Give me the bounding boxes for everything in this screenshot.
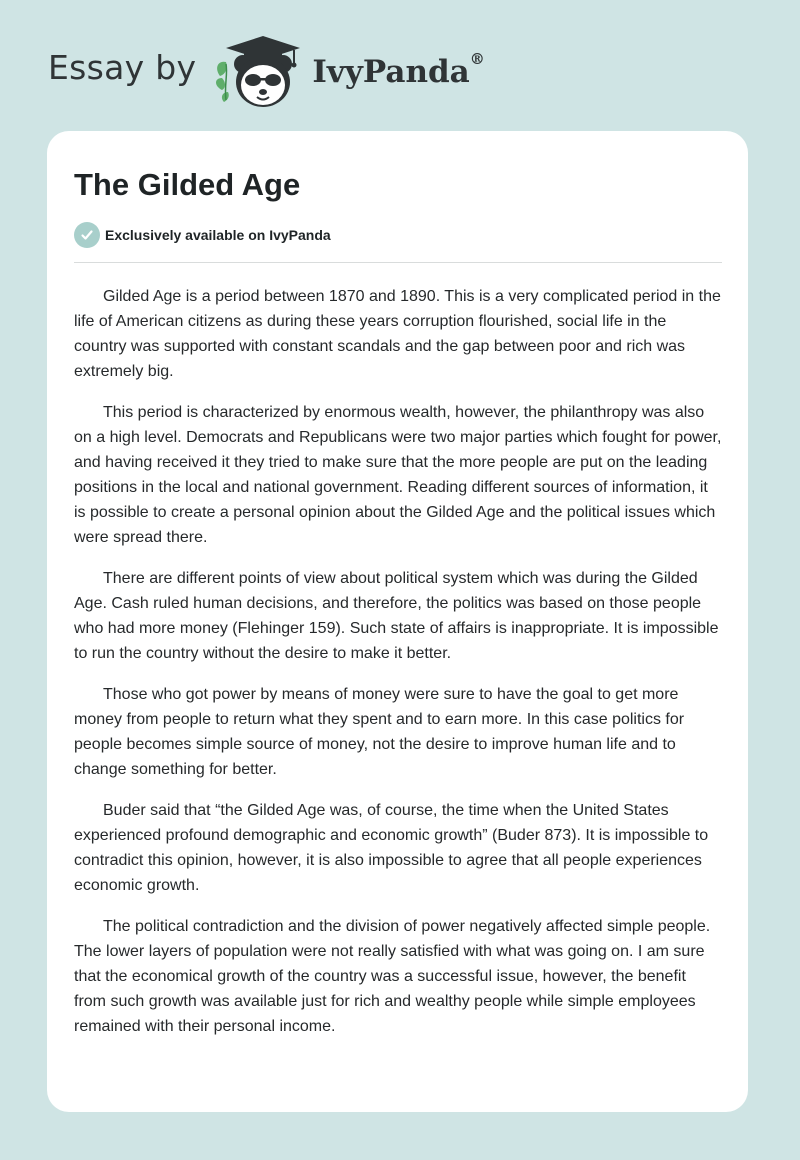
essay-body <box>74 284 722 1039</box>
essay-title: The Gilded Age <box>74 167 301 202</box>
divider <box>74 262 722 263</box>
essay-paragraph: Buder said that “the Gilded Age was, of course, the time when the United States experienced profound demographic and economic growth” (Buder 873). It is impossible to contradict this opinion, however, it is also impossible to agree that all people experiences economic growth. <box>74 802 709 894</box>
essay-paragraph: This period is characterized by enormous wealth, however, the philanthropy was also on a high level. Democrats and Republicans were two major parties which fought for power, and having received it they tried to make sure that the more people are put on the leading positions in the local and national government. Reading different sources of information, it is possible to create a personal opinion about the Gilded Age and the political issues which were spread there. <box>74 404 722 546</box>
brand-header[interactable] <box>48 30 485 110</box>
registered-mark: ® <box>469 50 485 68</box>
check-icon <box>74 222 100 248</box>
essay-paragraph: The political contradiction and the division of power negatively affected simple people. The lower layers of population were not really satisfied with what was going on. I am sure that the economical growth of the country was a successful issue, however, the benefit from such growth was available just for rich and wealthy people while simple employees remained with their personal income. <box>74 918 711 1035</box>
essay-card <box>47 131 748 1112</box>
brand-prefix: Essay by <box>48 47 197 87</box>
exclusive-badge <box>74 221 722 249</box>
essay-paragraph: Gilded Age is a period between 1870 and 1890. This is a very complicated period in the life of American citizens as during these years corruption flourished, social life in the country was supported with constant scandals and the gap between poor and rich was extremely big. <box>74 288 721 380</box>
exclusive-label: Exclusively available on IvyPanda <box>105 227 331 243</box>
panda-graduate-logo-icon <box>210 30 306 110</box>
essay-paragraph: Those who got power by means of money were sure to have the goal to get more money from people to return what they spent and to earn more. In this case politics for people becomes simple source of money, not the desire to improve human life and to change something for better. <box>74 686 685 778</box>
brand-name: IvyPanda® <box>312 50 485 90</box>
essay-paragraph: There are different points of view about political system which was during the Gilded Age. Cash ruled human decisions, and therefore, the politics was based on those people who had more money (Flehinger 159). Such state of affairs is inappropriate. It is impossible to run the country without the desire to make it better. <box>74 570 719 662</box>
